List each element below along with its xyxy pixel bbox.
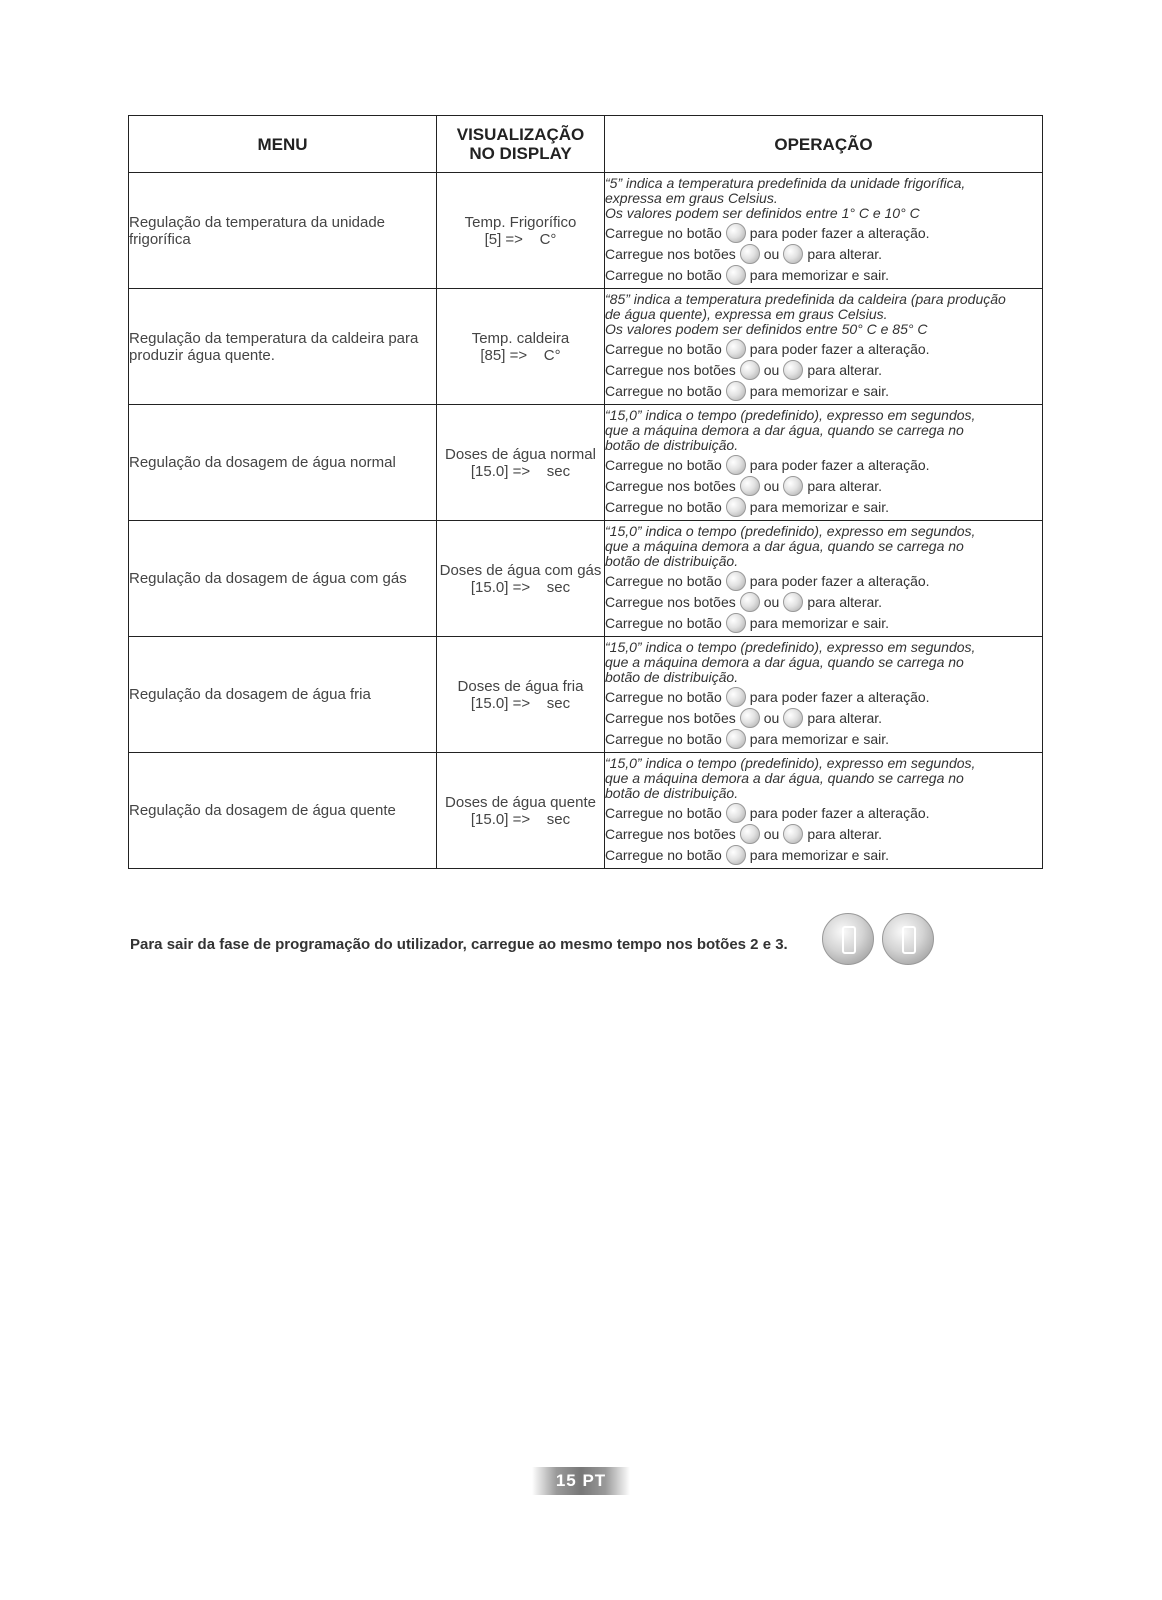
step-text: Carregue no botão — [605, 498, 722, 515]
operation-step — [605, 592, 1042, 613]
display-text-line: Doses de água fria — [457, 677, 584, 695]
round-button-icon — [726, 381, 746, 401]
step-text: ou — [763, 825, 780, 842]
operation-description — [605, 292, 1042, 337]
display-text-line: Doses de água quente — [445, 793, 596, 811]
step-text: ou — [763, 709, 780, 726]
operation-step — [605, 687, 1042, 708]
header-display — [437, 116, 605, 173]
step-text: para alterar. — [807, 709, 883, 726]
settings-table — [128, 115, 1043, 869]
header-operation: OPERAÇÃO — [605, 116, 1043, 173]
description-line: botão de distribuição. — [605, 784, 739, 801]
step-text: para memorizar e sair. — [749, 614, 890, 631]
exit-instruction: Para sair da fase de programação do utilizador, carregue ao mesmo tempo nos botões 2 e 3. — [130, 936, 788, 953]
step-text: Carregue no botão — [605, 846, 722, 863]
operation-step — [605, 360, 1042, 381]
round-button-icon — [740, 360, 760, 380]
description-line: “15,0” indica o tempo (predefinido), expresso em segundos, — [605, 638, 976, 655]
operation-cell — [605, 405, 1043, 521]
operation-description — [605, 640, 1042, 685]
operation-step — [605, 845, 1042, 866]
operation-cell — [605, 753, 1043, 869]
operation-step — [605, 476, 1042, 497]
menu-label-line: Regulação da temperatura da unidade — [129, 213, 386, 231]
round-button-icon — [783, 360, 803, 380]
round-button-icon — [783, 592, 803, 612]
step-text: Carregue nos botões — [605, 593, 736, 610]
description-line: que a máquina demora a dar água, quando se carrega no — [605, 537, 964, 554]
display-text-line: [15.0] => sec — [470, 578, 571, 596]
round-button-icon — [783, 824, 803, 844]
operation-description — [605, 176, 1042, 221]
operation-step — [605, 381, 1042, 402]
display-text-line: [15.0] => sec — [470, 810, 571, 828]
button-2-icon — [822, 913, 874, 965]
display-cell — [437, 637, 605, 753]
step-text: Carregue nos botões — [605, 477, 736, 494]
description-line: “15,0” indica o tempo (predefinido), expresso em segundos, — [605, 754, 976, 771]
step-text: Carregue nos botões — [605, 245, 736, 262]
step-text: para memorizar e sair. — [749, 846, 890, 863]
step-text: para poder fazer a alteração. — [749, 572, 930, 589]
description-line: “15,0” indica o tempo (predefinido), expresso em segundos, — [605, 406, 976, 423]
description-line: Os valores podem ser definidos entre 1° C e 10° C — [605, 204, 920, 221]
step-text: ou — [763, 245, 780, 262]
step-text: para poder fazer a alteração. — [749, 804, 930, 821]
operation-step — [605, 339, 1042, 360]
menu-label-line: Regulação da temperatura da caldeira para — [129, 329, 419, 347]
step-text: ou — [763, 477, 780, 494]
step-text: Carregue no botão — [605, 614, 722, 631]
operation-step — [605, 613, 1042, 634]
operation-step — [605, 824, 1042, 845]
operation-description — [605, 408, 1042, 453]
operation-cell — [605, 521, 1043, 637]
step-text: para poder fazer a alteração. — [749, 340, 930, 357]
menu-cell — [129, 521, 437, 637]
display-cell — [437, 521, 605, 637]
step-text: para memorizar e sair. — [749, 730, 890, 747]
description-line: expressa em graus Celsius. — [605, 189, 778, 206]
operation-step — [605, 244, 1042, 265]
round-button-icon — [726, 687, 746, 707]
table-row — [129, 521, 1043, 637]
operation-step — [605, 729, 1042, 750]
round-button-icon — [726, 729, 746, 749]
round-button-icon — [726, 339, 746, 359]
menu-label-line: Regulação da dosagem de água quente — [129, 802, 396, 819]
menu-label-line: Regulação da dosagem de água com gás — [129, 570, 407, 587]
step-text: para alterar. — [807, 825, 883, 842]
step-text: Carregue no botão — [605, 382, 722, 399]
round-button-icon — [726, 223, 746, 243]
step-text: Carregue no botão — [605, 224, 722, 241]
step-text: Carregue no botão — [605, 804, 722, 821]
table-row — [129, 173, 1043, 289]
description-line: “15,0” indica o tempo (predefinido), expresso em segundos, — [605, 522, 976, 539]
menu-cell — [129, 173, 437, 289]
description-line: que a máquina demora a dar água, quando se carrega no — [605, 653, 964, 670]
display-text-line: Doses de água com gás — [439, 561, 602, 579]
button-3-icon — [882, 913, 934, 965]
display-text-line: [85] => C° — [480, 346, 561, 364]
round-button-icon — [740, 824, 760, 844]
description-line: de água quente), expressa em graus Celsius. — [605, 305, 888, 322]
menu-cell — [129, 405, 437, 521]
operation-cell — [605, 173, 1043, 289]
display-cell — [437, 289, 605, 405]
step-text: Carregue no botão — [605, 572, 722, 589]
round-button-icon — [726, 497, 746, 517]
operation-step — [605, 497, 1042, 518]
round-button-icon — [783, 708, 803, 728]
step-text: para alterar. — [807, 245, 883, 262]
operation-description — [605, 756, 1042, 801]
description-line: botão de distribuição. — [605, 668, 739, 685]
step-text: para poder fazer a alteração. — [749, 688, 930, 705]
step-text: ou — [763, 361, 780, 378]
round-button-icon — [740, 244, 760, 264]
display-text-line: [15.0] => sec — [470, 694, 571, 712]
step-text: Carregue no botão — [605, 456, 722, 473]
step-text: para memorizar e sair. — [749, 498, 890, 515]
step-text: para alterar. — [807, 361, 883, 378]
step-text: ou — [763, 593, 780, 610]
table-row — [129, 405, 1043, 521]
operation-step — [605, 223, 1042, 244]
round-button-icon — [726, 613, 746, 633]
display-text-line: [5] => C° — [484, 230, 557, 248]
header-display-line: VISUALIZAÇÃO — [456, 125, 585, 144]
menu-cell — [129, 289, 437, 405]
step-text: Carregue nos botões — [605, 361, 736, 378]
display-text-line: Doses de água normal — [445, 445, 596, 463]
operation-step — [605, 708, 1042, 729]
menu-label-line: Regulação da dosagem de água fria — [129, 686, 371, 703]
menu-label-line: Regulação da dosagem de água normal — [129, 454, 396, 471]
display-text-line: Temp. Frigorífico — [464, 213, 577, 231]
step-text: Carregue no botão — [605, 340, 722, 357]
menu-cell — [129, 637, 437, 753]
menu-cell — [129, 753, 437, 869]
description-line: “5” indica a temperatura predefinida da unidade frigorífica, — [605, 174, 966, 191]
header-menu: MENU — [129, 116, 437, 173]
round-button-icon — [726, 455, 746, 475]
display-cell — [437, 405, 605, 521]
round-button-icon — [740, 476, 760, 496]
step-text: para memorizar e sair. — [749, 266, 890, 283]
description-line: que a máquina demora a dar água, quando se carrega no — [605, 769, 964, 786]
display-cell — [437, 173, 605, 289]
step-text: Carregue nos botões — [605, 709, 736, 726]
step-text: para poder fazer a alteração. — [749, 224, 930, 241]
operation-step — [605, 265, 1042, 286]
description-line: botão de distribuição. — [605, 436, 739, 453]
round-button-icon — [740, 592, 760, 612]
round-button-icon — [726, 845, 746, 865]
operation-step — [605, 571, 1042, 592]
display-text-line: [15.0] => sec — [470, 462, 571, 480]
menu-label-line: frigorífica — [129, 230, 191, 248]
step-text: Carregue no botão — [605, 730, 722, 747]
operation-step — [605, 803, 1042, 824]
step-text: para poder fazer a alteração. — [749, 456, 930, 473]
description-line: “85” indica a temperatura predefinida da caldeira (para produção — [605, 290, 1006, 307]
step-text: para alterar. — [807, 477, 883, 494]
round-button-icon — [726, 571, 746, 591]
table-row — [129, 753, 1043, 869]
description-line: Os valores podem ser definidos entre 50° C e 85° C — [605, 320, 928, 337]
table-row — [129, 637, 1043, 753]
step-text: Carregue nos botões — [605, 825, 736, 842]
step-text: para alterar. — [807, 593, 883, 610]
header-display-line: NO DISPLAY — [469, 144, 572, 163]
menu-label-line: produzir água quente. — [129, 346, 275, 364]
operation-description — [605, 524, 1042, 569]
round-button-icon — [740, 708, 760, 728]
step-text: Carregue no botão — [605, 266, 722, 283]
operation-cell — [605, 637, 1043, 753]
table-row — [129, 289, 1043, 405]
round-button-icon — [726, 265, 746, 285]
display-cell — [437, 753, 605, 869]
description-line: que a máquina demora a dar água, quando se carrega no — [605, 421, 964, 438]
round-button-icon — [726, 803, 746, 823]
operation-cell — [605, 289, 1043, 405]
step-text: para memorizar e sair. — [749, 382, 890, 399]
page-number: 15 PT — [532, 1467, 630, 1495]
round-button-icon — [783, 244, 803, 264]
operation-step — [605, 455, 1042, 476]
display-text-line: Temp. caldeira — [471, 329, 570, 347]
step-text: Carregue no botão — [605, 688, 722, 705]
description-line: botão de distribuição. — [605, 552, 739, 569]
round-button-icon — [783, 476, 803, 496]
